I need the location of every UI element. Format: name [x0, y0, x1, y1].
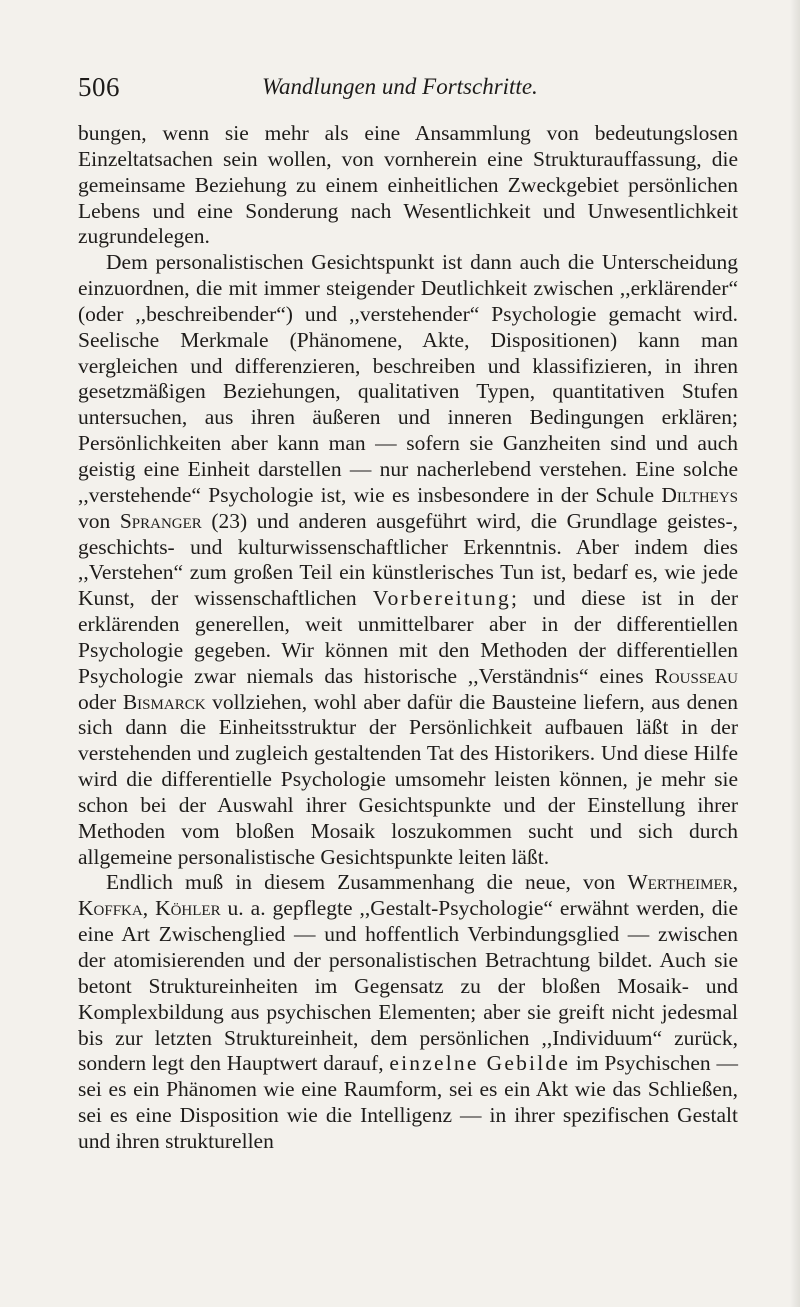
page-number: 506	[78, 72, 120, 102]
emphasis: einzelne Gebilde	[389, 1051, 571, 1076]
text-run: von	[78, 508, 120, 533]
text-run: ,	[142, 896, 156, 921]
body-text	[78, 121, 738, 1155]
text-run: Dem personalistischen Gesichtspunkt ist dann auch die Unterscheidung einzuordnen, die mit immer steigender Deutlichkeit zwischen ,,erklärender“ (oder ,,beschreibender“) und ,,verstehender“ Psychologie gemacht wird. Seelische Merkmale (Phänomene, Akte, Dispositionen) kann man vergleichen und differenzieren, beschreiben und klassifizieren, in ihren gesetzmäßigen Beziehungen, qualitativen Typen, quantitativen Stufen untersuchen, aus ihren äußeren und inneren Bedingungen erklären; Persönlichkeiten aber kann man — sofern sie Ganzheiten sind und auch geistig eine Einheit darstellen — nur nacherlebend verstehen. Eine solche ,,verstehende“ Psychologie ist, wie es insbesondere in der Schule	[78, 250, 738, 507]
text-run: u. a. gepflegte ,,Gestalt-Psychologie“ erwähnt werden, die eine Art Zwischenglied — und hoffentlich Verbindungsglied — zwischen der atomisierenden und der personalistischen Betrachtung bildet. Auch sie betont Struktureinheiten im Gegensatz zu der bloßen Mosaik- und Komplexbildung aus psychischen Elementen; aber sie greift nicht jedesmal bis zur letzten Struktureinheit, dem persönlichen ,,Individuum“ zurück, sondern legt den Hauptwert darauf,	[78, 896, 738, 1076]
paragraph	[78, 121, 738, 250]
text-run: bungen, wenn sie mehr als eine Ansammlung von bedeutungslosen Einzeltatsachen sein wollen, von vornherein eine Strukturauffassung, die gemeinsame Beziehung zu einem einheitlichen Zweckgebiet persönlichen Lebens und eine Sonderung nach Wesentlichkeit und Unwesentlichkeit zugrundelegen.	[78, 121, 738, 249]
text-run: (23) und anderen ausgeführt wird, die Grundlage geistes-, geschichts- und kulturwissenschaftlicher Erkenntnis. Aber indem dies ,,Verstehen“ zum großen Teil ein künstlerisches Tun ist, bedarf es, wie jede Kunst, der wissenschaftlichen	[78, 508, 738, 611]
paragraph	[78, 250, 738, 870]
text-run: ; und diese ist in der erklärenden generellen, weit unmittelbarer aber in der differentiellen Psychologie gegeben. Wir können mit den Methoden der differentiellen Psychologie zwar niemals das historische ,,Verständnis“ eines	[78, 586, 738, 688]
paragraph	[78, 870, 738, 1154]
author-name: Diltheys	[661, 482, 738, 507]
text-run: vollziehen, wohl aber dafür die Bausteine liefern, aus denen sich dann die Einheitsstruktur der Persönlichkeit aufbauen läßt in der verstehenden und zugleich gestaltenden Tat des Historikers. Und diese Hilfe wird die differentielle Psychologie umsomehr leisten können, je mehr sie schon bei der Auswahl ihrer Gesichtspunkte und der Einstellung ihrer Methoden vom bloßen Mosaik loszukommen sucht und sich durch allgemeine personalistische Gesichtspunkte leiten läßt.	[78, 689, 739, 869]
text-run: im Psychischen — sei es ein Phänomen wie eine Raumform, sei es ein Akt wie das Schließen, sei es eine Disposition wie die Intelligenz — in ihrer spezifischen Gestalt und ihren strukturellen	[78, 1051, 738, 1153]
running-head: Wandlungen und Fortschritte.	[262, 74, 538, 99]
emphasis: Vorbereitung	[372, 586, 511, 611]
author-name: Köhler	[155, 896, 221, 921]
text-run: oder	[78, 689, 123, 714]
text-run: Endlich muß in diesem Zusammenhang die neue, von	[106, 870, 628, 895]
page-edge-shadow	[790, 0, 800, 1307]
text-run: ,	[732, 870, 738, 895]
author-name: Spranger	[119, 508, 202, 533]
author-name: Rousseau	[654, 663, 738, 688]
page-header	[78, 72, 733, 112]
author-name: Koffka	[78, 896, 143, 921]
author-name: Wertheimer	[627, 870, 733, 895]
author-name: Bismarck	[122, 689, 206, 714]
